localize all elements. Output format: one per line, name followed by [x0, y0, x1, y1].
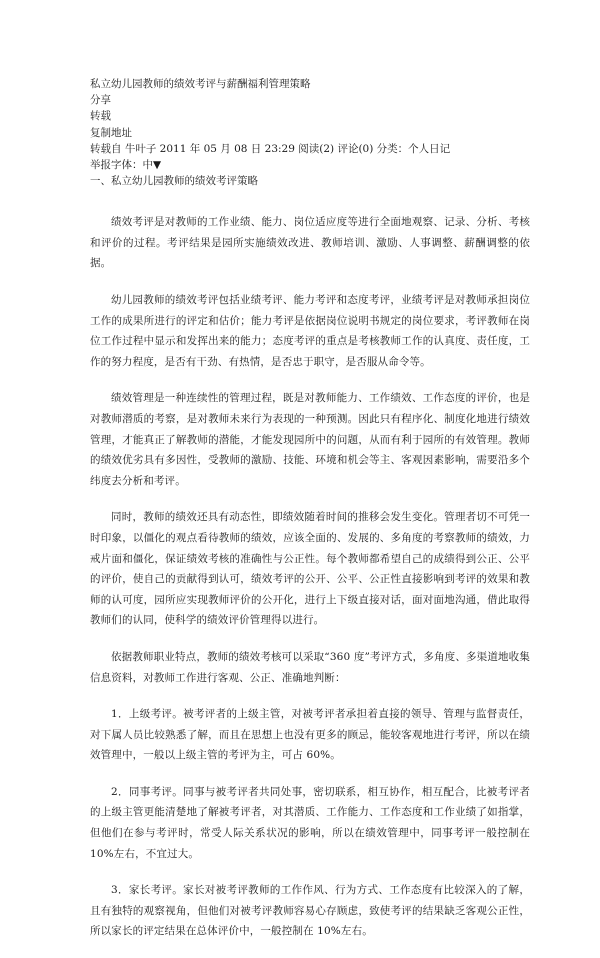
font-size-select[interactable]: 中▼ [142, 159, 162, 172]
page-title: 私立幼儿园教师的绩效考评与薪酬福利管理策略 [90, 78, 311, 90]
paragraph: 绩效考评是对教师的工作业绩、能力、岗位适应度等进行全面地观察、记录、分析、考核和评价的过程。考评结果是园所实施绩效改进、教师培训、激励、人事调整、薪酬调整的依据。 [90, 216, 530, 270]
paragraph: 依据教师职业特点，教师的绩效考核可以采取“360 度”考评方式，多角度、多渠道地收集信息资料，对教师工作进行客观、公正、准确地判断： [90, 650, 530, 684]
font-size-row [90, 157, 530, 173]
section-heading: 一、私立幼儿园教师的绩效考评策略 [90, 175, 258, 188]
paragraph: 同时，教师的绩效还具有动态性，即绩效随着时间的推移会发生变化。管理者切不可凭一时印象，以僵化的观点看待教师的绩效，应该全面的、发展的、多角度的考察教师的绩效，力戒片面和僵化，保证绩效考核的准确性与公正性。每个教师都希望自己的成绩得到公正、公平的评价，使自己的贡献得到认可，绩效考评的公开、公平、公正性直接影响到考评的效果和教师的认可度，园所应实现教师评价的公开化，进行上下级直接对话，面对面地沟通，借此取得教师们的认同，使科学的绩效评价管理得以进行。 [90, 511, 530, 627]
paragraph: 2．同事考评。同事与被考评者共同处事，密切联系，相互协作，相互配合，比被考评者的上级主管更能清楚地了解被考评者，对其潜质、工作能力、工作态度和工作业绩了如指掌，但他们在参与考评时，常受人际关系状况的影响，所以在绩效管理中，同事考评一般控制在 10%左右，不宜过大。 [90, 785, 530, 860]
article-meta: 转载自 牛叶子 2011 年 05 月 08 日 23:29 阅读(2) 评论(0) 分类：个人日记 [90, 142, 451, 155]
repost-link[interactable]: 转载 [90, 110, 111, 123]
paragraph: 幼儿园教师的绩效考评包括业绩考评、能力考评和态度考评，业绩考评是对教师承担岗位工作的成果所进行的评定和估价；能力考评是依据岗位说明书规定的岗位要求，考评教师在岗位工作过程中显示和发挥出来的能力；态度考评的重点是考核教师工作的认真度、责任度，工作的努力程度，是否有干劲、有热情，是否忠于职守，是否服从命令等。 [90, 294, 530, 368]
share-link[interactable]: 分享 [90, 94, 111, 107]
paragraph: 绩效管理是一种连续性的管理过程，既是对教师能力、工作绩效、工作态度的评价，也是对教师潜质的考察，是对教师未来行为表现的一种预测。因此只有程序化、制度化地进行绩效管理，才能真正了解教师的潜能，才能发现园所中的问题，从而有利于园所的有效管理。教师的绩效优劣具有多因性，受教师的激励、技能、环境和机会等主、客观因素影响，需要沿多个纬度去分析和考评。 [90, 392, 530, 487]
paragraph: 3．家长考评。家长对被考评教师的工作作风、行为方式、工作态度有比较深入的了解，且有独特的观察视角，但他们对被考评教师容易心存顾虑，致使考评的结果缺乏客观公正性，所以家长的评定结果在总体评价中，一般控制在 10%左右。 [90, 884, 530, 938]
font-size-label: 举报字体： [90, 159, 143, 172]
copy-link[interactable]: 复制地址 [90, 126, 132, 139]
document-page [90, 76, 530, 958]
paragraph: 1．上级考评。被考评者的上级主管，对被考评者承担着直接的领导、管理与监督责任，对下属人员比较熟悉了解，而且在思想上也没有更多的顾忌，能较客观地进行考评，所以在绩效管理中，一般以上级主管的考评为主，可占 60%。 [90, 708, 530, 762]
